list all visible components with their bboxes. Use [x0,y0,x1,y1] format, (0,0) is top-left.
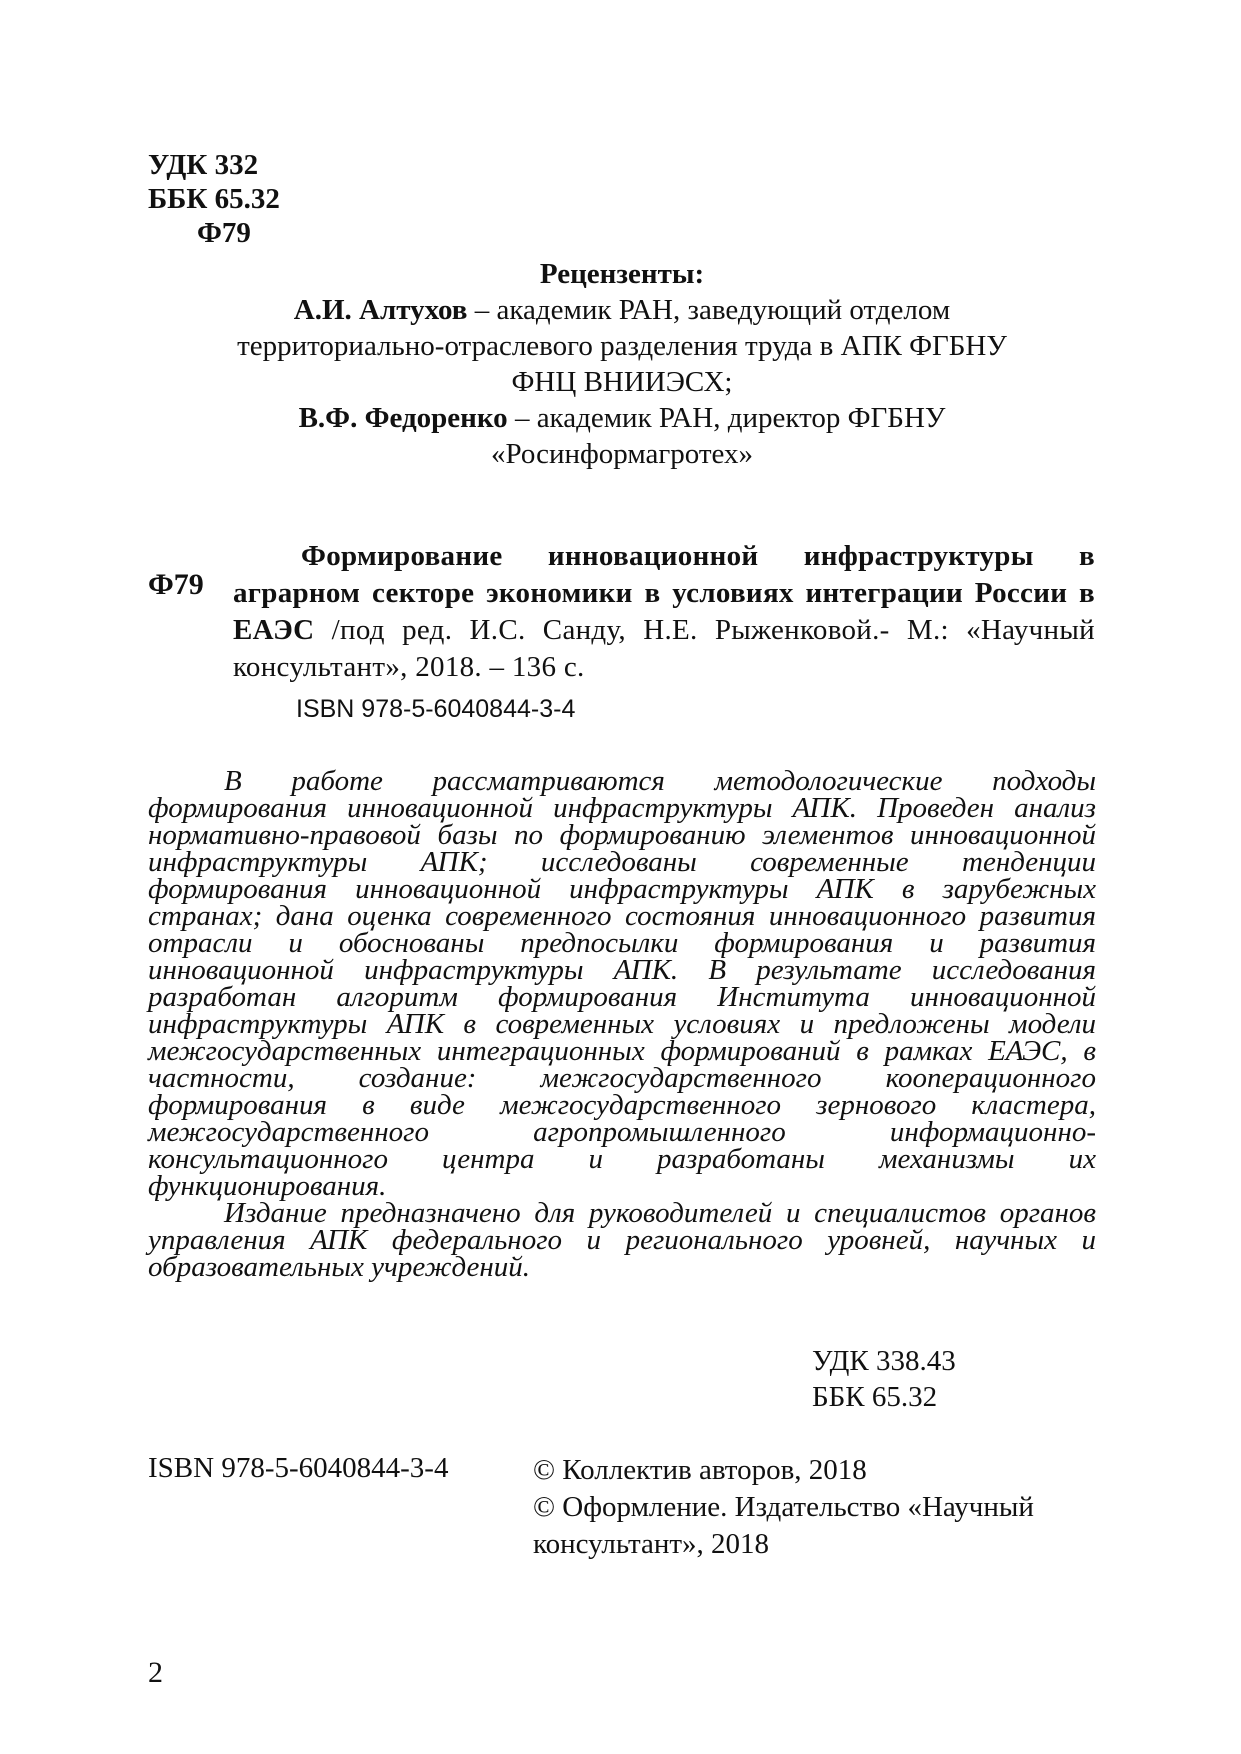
biblio-author-mark: Ф79 [148,568,204,601]
udk-code: УДК 332 [148,149,259,181]
classification-codes [812,1343,956,1415]
reviewer-1-name: А.И. Алтухов [293,294,468,326]
bbk-code-2: ББК 65.32 [812,1381,938,1413]
isbn: ISBN 978-5-6040844-3-4 [148,1452,449,1484]
reviewers-section [148,256,1096,472]
author-mark: Ф79 [197,217,251,249]
copyright-design: © Оформление. Издательство «Научный консультант», 2018 [533,1491,1034,1560]
reviewer-1-title: – академик РАН, заведующий отделом [467,294,951,326]
reviewer-2-name: В.Ф. Федоренко [298,402,508,434]
biblio-isbn: ISBN 978-5-6040844-3-4 [296,695,576,723]
udk-code-2: УДК 338.43 [812,1345,956,1377]
reviewer-2-title: – академик РАН, директор ФГБНУ [507,402,946,434]
biblio-details: /под ред. И.С. Санду, Н.Е. Рыженковой.- М.: «Научный консультант», 2018. – 136 с. [233,614,1095,683]
abstract-paragraph-1: В работе рассматриваются методологические подходы формирования инновационной инфраструктуры АПК. Проведен анализ нормативно-правовой базы по формированию элементов инновационной инфраструктуры АПК; исследованы современные тенденции формирования инновационной инфраструктуры АПК в зарубежных странах; дана оценка современного состояния инновационного развития отрасли и обоснованы предпосылки формирования и развития инновационной инфраструктуры АПК. В результате исследования разработан алгоритм формирования Института инновационной инфраструктуры АПК в современных условиях и предложены модели межгосударственных интеграционных формирований в рамках ЕАЭС, в частности, создание: межгосударственного кооперационного формирования в виде межгосударственного зернового кластера, межгосударственного агропромышленного информационно-консультационного центра и разработаны механизмы их функционирования. [148,765,1096,1202]
reviewer-2-org: «Росинформагротех» [490,438,754,470]
bbk-code: ББК 65.32 [148,183,280,215]
reviewers-heading: Рецензенты: [539,258,705,290]
classification-header [148,148,280,250]
abstract-paragraph-2: Издание предназначено для руководителей и специалистов органов управления АПК федерального и регионального уровней, научных и образовательных учреждений. [148,1197,1096,1283]
page-number: 2 [148,1656,163,1689]
copyright-authors: © Коллектив авторов, 2018 [533,1454,867,1486]
biblio-entry [233,538,1095,686]
reviewer-1 [148,292,1096,328]
bibliographic-record [233,538,1095,686]
copyright-block [533,1452,1093,1563]
abstract [148,765,1096,1283]
reviewer-1-org: ФНЦ ВНИИЭСХ; [511,366,733,398]
book-title: Формирование инновационной инфраструктуры в аграрном секторе экономики в условиях интеграции России в ЕАЭС [233,540,1095,646]
reviewer-2 [148,400,1096,436]
reviewer-1-dept: территориально-отраслевого разделения труда в АПК ФГБНУ [237,330,1007,362]
